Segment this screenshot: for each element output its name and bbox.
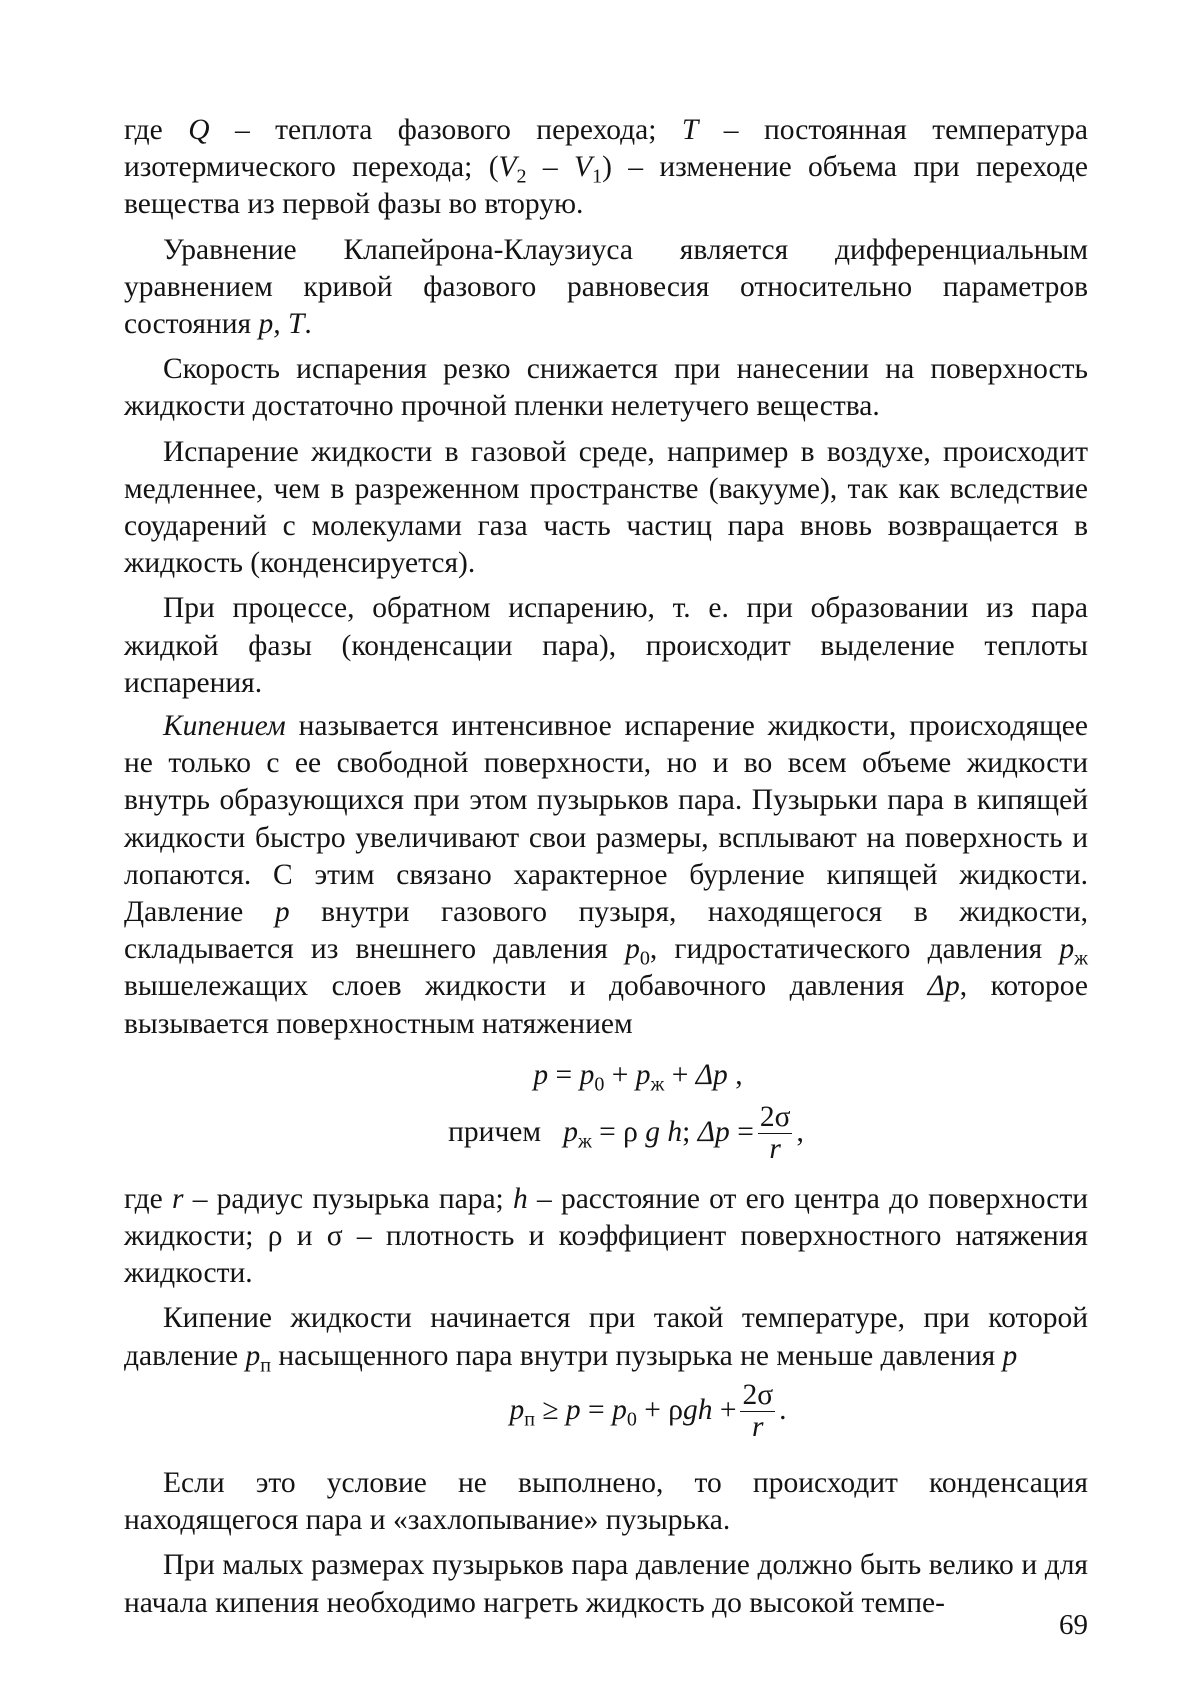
subscript: 0: [626, 1408, 637, 1431]
subscript: ж: [577, 1130, 592, 1153]
page-body: [124, 112, 1088, 1622]
operator: =: [580, 1394, 613, 1427]
variable: p: [579, 1058, 595, 1091]
paragraph-1: [124, 112, 1088, 224]
operator: + ρ: [636, 1394, 683, 1427]
fraction: [740, 1379, 775, 1442]
text: ) – изменение объема при переходе вещества из первой фазы во вторую.: [124, 151, 1088, 221]
defined-term: Кипением: [163, 710, 286, 743]
paragraph-11: При малых размерах пузырьков пара давление должно быть велико и для начала кипения необходимо нагреть жидкость до высокой темпе-: [124, 1549, 1088, 1619]
variable: p: [1002, 1339, 1018, 1372]
subscript: п: [524, 1408, 535, 1431]
numerator: 2σ: [759, 1100, 791, 1133]
variable: p, T: [258, 308, 305, 341]
subscript: 0: [639, 947, 650, 970]
fraction: [758, 1101, 793, 1164]
variable: h: [660, 1116, 683, 1149]
text: где: [124, 114, 189, 146]
text: внутри газового пузыря, находящегося в жидкости, складывается из внешнего давления: [124, 896, 1088, 966]
variable: p: [533, 1058, 549, 1091]
text: вышележащих слоев жидкости и добавочного давления: [124, 970, 928, 1003]
variable: r: [171, 1182, 184, 1215]
operator: +: [664, 1058, 696, 1091]
text: причем: [448, 1116, 549, 1149]
operator: =: [548, 1058, 580, 1091]
text: – теплота фазового перехода;: [209, 114, 682, 146]
text: насыщенного пара внутри пузырька не меньше давления: [271, 1339, 1003, 1372]
variable: p: [274, 896, 290, 929]
page-number: 69: [1059, 1609, 1088, 1641]
text: – расстояние от его центра до поверхности жидкости; ρ и σ – плотность и коэффициент поверхностного натяжения жидкости.: [124, 1182, 1088, 1290]
paragraph-2: [124, 232, 1088, 344]
variable: Δp: [695, 1058, 728, 1091]
text: где: [124, 1182, 172, 1215]
text: .: [304, 308, 312, 341]
operator: = ρ: [591, 1116, 646, 1149]
variable: Q: [188, 114, 210, 146]
variable: V: [498, 151, 517, 184]
punctuation: .: [779, 1394, 787, 1427]
text: , которое вызывается поверхностным натяжением: [124, 970, 1088, 1040]
variable: p: [612, 1394, 627, 1427]
variable: Δp: [927, 970, 960, 1003]
operator: =: [729, 1116, 754, 1149]
text: – радиус пузырька пара;: [183, 1182, 513, 1215]
paragraph-8: [124, 1181, 1088, 1293]
paragraph-5: При процессе, обратном испарению, т. е. при образовании из пара жидкой фазы (конденсации пара), происходит выделение теплоты испарения.: [124, 592, 1088, 699]
denominator: r: [752, 1410, 764, 1443]
operator: +: [604, 1058, 636, 1091]
operator: ≥: [534, 1394, 566, 1427]
variable: p: [563, 1116, 578, 1149]
subscript: ж: [1074, 947, 1088, 970]
variable: V: [574, 151, 593, 184]
variable: T: [681, 114, 699, 146]
text: – постоянная температура изотермического перехода; (: [124, 114, 1088, 184]
variable: p: [245, 1339, 261, 1372]
paragraph-3: Скорость испарения резко снижается при нанесении на поверхность жидкости достаточно прочной пленки нелетучего вещества.: [124, 353, 1088, 423]
text: , гидростатического давления: [649, 933, 1060, 966]
variable: p: [625, 933, 640, 966]
numerator: 2σ: [742, 1378, 774, 1411]
text: называется интенсивное испарение жидкости, происходящее не только с ее свободной поверхности, но и во всем объеме жидкости внутрь образующихся при этом пузырьков пара. Пузырьки пара в кипящей жидкости быстро увеличивают свои размеры, всплывают на поверхность и лопаются. С этим связано характерное бурление кипящей жидкости. Давление: [124, 710, 1088, 929]
variable: p: [1059, 933, 1075, 966]
subscript: 0: [594, 1073, 605, 1096]
text: –: [526, 151, 575, 184]
paragraph-10: Если это условие не выполнено, то происходит конденсация находящегося пара и «захлопывание» пузырька.: [124, 1466, 1088, 1537]
formula-hydrostatic: [124, 1101, 1088, 1171]
paragraph-6: [124, 708, 1088, 1043]
formula-boiling-condition: [124, 1379, 1088, 1455]
variable: h: [512, 1182, 528, 1215]
subscript: 2: [516, 165, 527, 188]
operator: +: [712, 1394, 737, 1427]
punctuation: ,: [727, 1058, 743, 1091]
paragraph-4: Испарение жидкости в газовой среде, например в воздухе, происходит медленнее, чем в разреженном пространстве (вакууме), так как вследствие соударений с молекулами газа часть частиц пара вновь возвращается в жидкость (конденсируется).: [124, 435, 1088, 580]
variable: g: [645, 1116, 661, 1149]
subscript: ж: [650, 1073, 665, 1096]
punctuation: ,: [796, 1116, 804, 1149]
variable: p: [565, 1394, 581, 1427]
text: Уравнение Клапейрона-Клаузиуса является дифференциальным уравнением кривой фазового равновесия относительно параметров состояния: [124, 233, 1088, 341]
variable: gh: [682, 1394, 713, 1427]
variable: p: [509, 1394, 525, 1427]
punctuation: ;: [682, 1116, 698, 1149]
paragraph-9: [124, 1300, 1088, 1377]
variable: Δp: [697, 1116, 730, 1149]
formula-pressure-sum: [124, 1055, 1088, 1095]
text: Кипение жидкости начинается при такой температуре, при которой давление: [124, 1302, 1088, 1372]
subscript: 1: [592, 165, 603, 188]
subscript: п: [260, 1354, 271, 1377]
denominator: r: [769, 1132, 781, 1165]
variable: p: [635, 1058, 651, 1091]
